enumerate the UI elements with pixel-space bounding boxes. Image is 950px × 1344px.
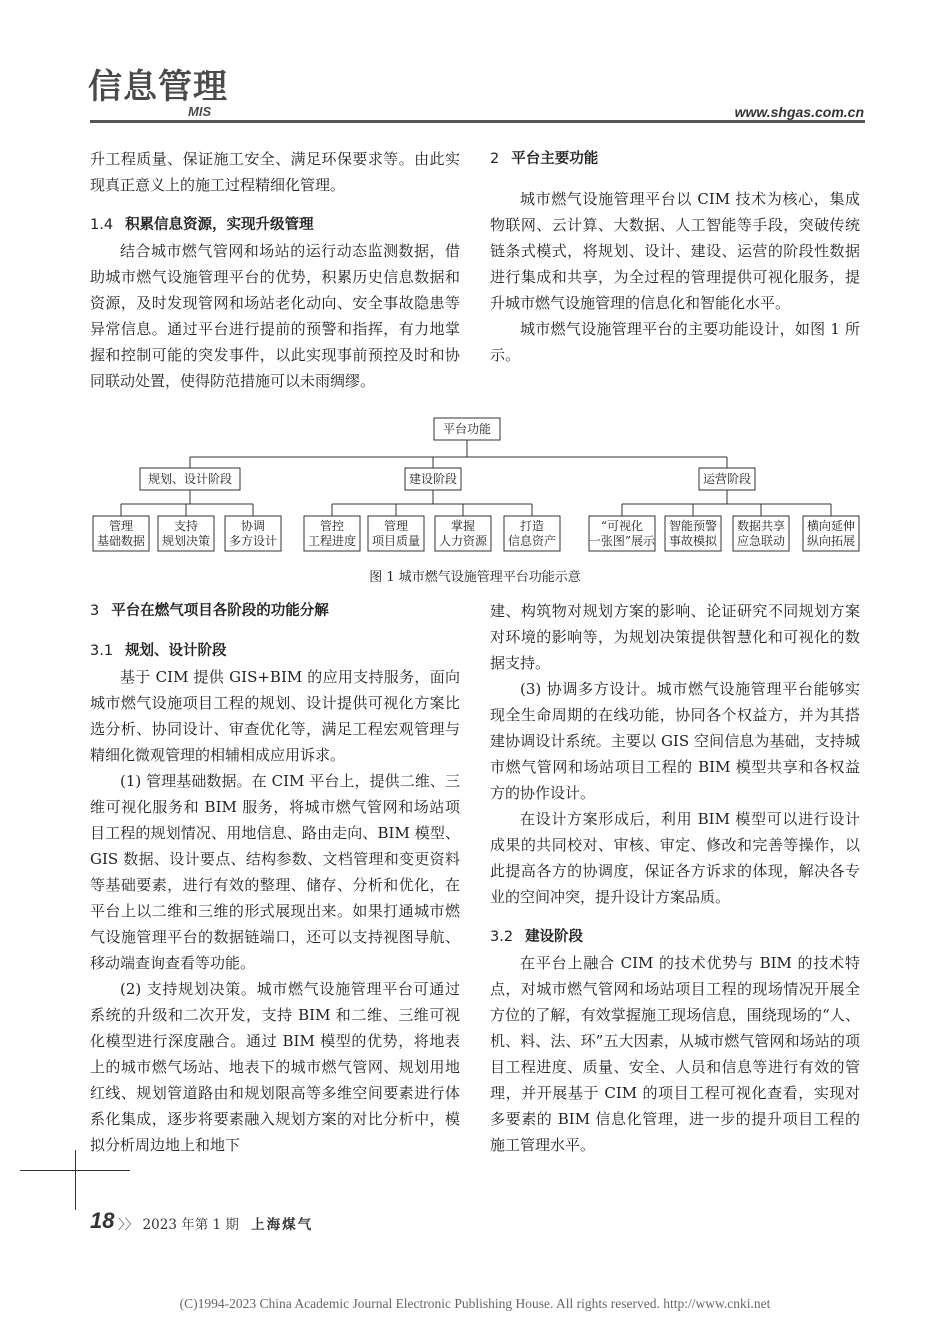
diagram-root-label: 平台功能 <box>442 422 492 436</box>
journal-logo: 信息管理 <box>88 67 228 107</box>
copyright-line: (C)1994-2023 China Academic Journal Electronic Publishing House. All rights reserved. http://www.cnki.net <box>179 1296 771 1311</box>
diagram-leaf-label: 纵向拓展 <box>806 534 856 548</box>
diagram-leaf-label: 一张图”展示 <box>588 534 656 548</box>
section-heading-3: 3 平台在燃气项目各阶段的功能分解 <box>90 603 329 619</box>
page-number: 18 <box>90 1208 115 1233</box>
diagram-leaf-label: 应急联动 <box>736 534 786 548</box>
header-rule <box>90 120 865 123</box>
diagram-leaf-label: 数据共享 <box>736 519 786 533</box>
diagram-leaf-label: 事故模拟 <box>668 534 718 548</box>
paragraph: 升工程质量、保证施工安全、满足环保要求等。由此实现真正意义上的施工过程精细化管理。 <box>90 150 460 194</box>
section-heading-3-2: 3.2 建设阶段 <box>490 929 584 945</box>
paragraph: 城市燃气设施管理平台的主要功能设计，如图 1 所示。 <box>490 320 860 364</box>
paragraph: 建、构筑物对规划方案的影响、论证研究不同规划方案对环境的影响等，为规划决策提供智慧化和可视化的数据支持。 <box>490 602 860 672</box>
diagram-leaf-label: 工程进度 <box>307 534 357 548</box>
diagram-leaf-label: “可视化 <box>600 519 644 533</box>
diagram-leaf-label: 管理 <box>108 519 134 533</box>
diagram-leaf-label: 人力资源 <box>438 534 488 548</box>
header-url[interactable]: www.shgas.com.cn <box>734 104 864 120</box>
diagram-leaf-label: 打造 <box>519 519 545 533</box>
section-heading-1-4: 1.4 积累信息资源，实现升级管理 <box>90 217 314 233</box>
paragraph: 在平台上融合 CIM 的技术优势与 BIM 的技术特点，对城市燃气管网和场站项目工程的现场情况开展全方位的了解，有效掌握施工现场信息，围绕现场的“人、机、料、法、环”五大因素，从城市燃气管网和场站的项目工程进度、质量、安全、人员和信息等进行有效的管理，并开展基于 CIM 的项目工程可视化查看，实现对多要素的 BIM 信息化管理，进一步的提升项目工程的施工管理水平。 <box>490 954 860 1154</box>
paragraph: 在设计方案形成后，利用 BIM 模型可以进行设计成果的共同校对、审核、审定、修改和完善等操作，以此提高各方的协调度，保证各方诉求的体现，解决各专业的空间冲突，提升设计方案品质。 <box>490 810 860 906</box>
platform-function-diagram <box>90 412 870 557</box>
footer-issue-text: 2023 年第 1 期 <box>142 1217 239 1233</box>
diagram-leaf-label: 协调 <box>240 519 266 533</box>
figure-caption: 图 1 城市燃气设施管理平台功能示意 <box>369 570 581 585</box>
diagram-leaf-label: 支持 <box>173 519 199 533</box>
paragraph: 基于 CIM 提供 GIS+BIM 的应用支持服务，面向城市燃气设施项目工程的规划、设计提供可视化方案比选分析、协同设计、审查优化等，满足工程宏观管理与精细化微观管理的相辅相成应用诉求。 <box>90 668 460 764</box>
paragraph: (2) 支持规划决策。城市燃气设施管理平台可通过系统的升级和二次开发，支持 BIM 和二维、三维可视化模型进行深度融合。通过 BIM 模型的优势，将地表上的城市燃气场站、地表下的城市燃气管网、规划用地红线、规划管道路由和规划限高等多维空间要素进行体系化集成，逐步将要素融入规划方案的对比分析中，模拟分析周边地上和地下 <box>90 980 460 1154</box>
footer-rule-horizontal <box>20 1170 130 1171</box>
diagram-leaf-label: 管控 <box>319 519 345 533</box>
diagram-stage-label: 运营阶段 <box>702 472 752 486</box>
section-heading-2: 2 平台主要功能 <box>490 151 599 167</box>
journal-name: 上海煤气 <box>251 1217 314 1233</box>
diagram-stage-label: 建设阶段 <box>408 472 458 486</box>
right-column-bottom <box>490 598 860 1158</box>
left-column-top <box>90 146 460 394</box>
diagram-leaf-label: 管理 <box>383 519 409 533</box>
diagram-leaf-label: 智能预警 <box>668 519 718 533</box>
paragraph: (3) 协调多方设计。城市燃气设施管理平台能够实现全生命周期的在线功能，协同各个权益方，并为其搭建协调设计系统。主要以 GIS 空间信息为基础，支持城市燃气管网和场站项目工程的 BIM 模型共享和各权益方的协作设计。 <box>490 680 860 802</box>
diagram-leaf-label: 信息资产 <box>507 534 557 548</box>
section-heading-3-1: 3.1 规划、设计阶段 <box>90 643 227 659</box>
footer-rule-vertical <box>75 1150 76 1210</box>
diagram-leaf-label: 多方设计 <box>228 534 278 548</box>
paragraph: 结合城市燃气管网和场站的运行动态监测数据，借助城市燃气设施管理平台的优势，积累历史信息数据和资源，及时发现管网和场站老化动向、安全事故隐患等异常信息。通过平台进行提前的预警和指挥，有力地掌握和控制可能的突发事件，以此实现事前预控及时和协同联动处置，使得防范措施可以未雨绸缪。 <box>90 242 460 390</box>
left-column-bottom <box>90 598 460 1158</box>
paragraph: 城市燃气设施管理平台以 CIM 技术为核心，集成物联网、云计算、大数据、人工智能等手段，突破传统链条式模式，将规划、设计、建设、运营的阶段性数据进行集成和共享，为全过程的管理提供可视化服务，提升城市燃气设施管理的信息化和智能化水平。 <box>490 190 860 312</box>
diagram-leaf-label: 基础数据 <box>96 534 146 548</box>
journal-logo-sub: MIS <box>188 104 212 119</box>
diagram-leaf-label: 掌握 <box>450 519 476 533</box>
diagram-leaf-label: 规划决策 <box>161 534 211 548</box>
right-column-top <box>490 146 860 368</box>
footer-issue <box>118 1213 313 1233</box>
paragraph: (1) 管理基础数据。在 CIM 平台上，提供二维、三维可视化服务和 BIM 服务，将城市燃气管网和场站项目工程的规划情况、用地信息、路由走向、BIM 模型、GIS 数据、设计要点、结构参数、文档管理和变更资料等基础要素，进行有效的整理、储存、分析和优化，在平台上以二维和三维的形式展现出来。如果打通城市燃气设施管理平台的数据链端口，还可以支持视图导航、移动端查询查看等功能。 <box>90 772 460 972</box>
diagram-stage-label: 规划、设计阶段 <box>147 472 233 486</box>
diagram-leaf-label: 项目质量 <box>371 534 421 548</box>
diagram-leaf-label: 横向延伸 <box>806 519 856 533</box>
footer-arrows: 〉〉 <box>118 1217 139 1233</box>
